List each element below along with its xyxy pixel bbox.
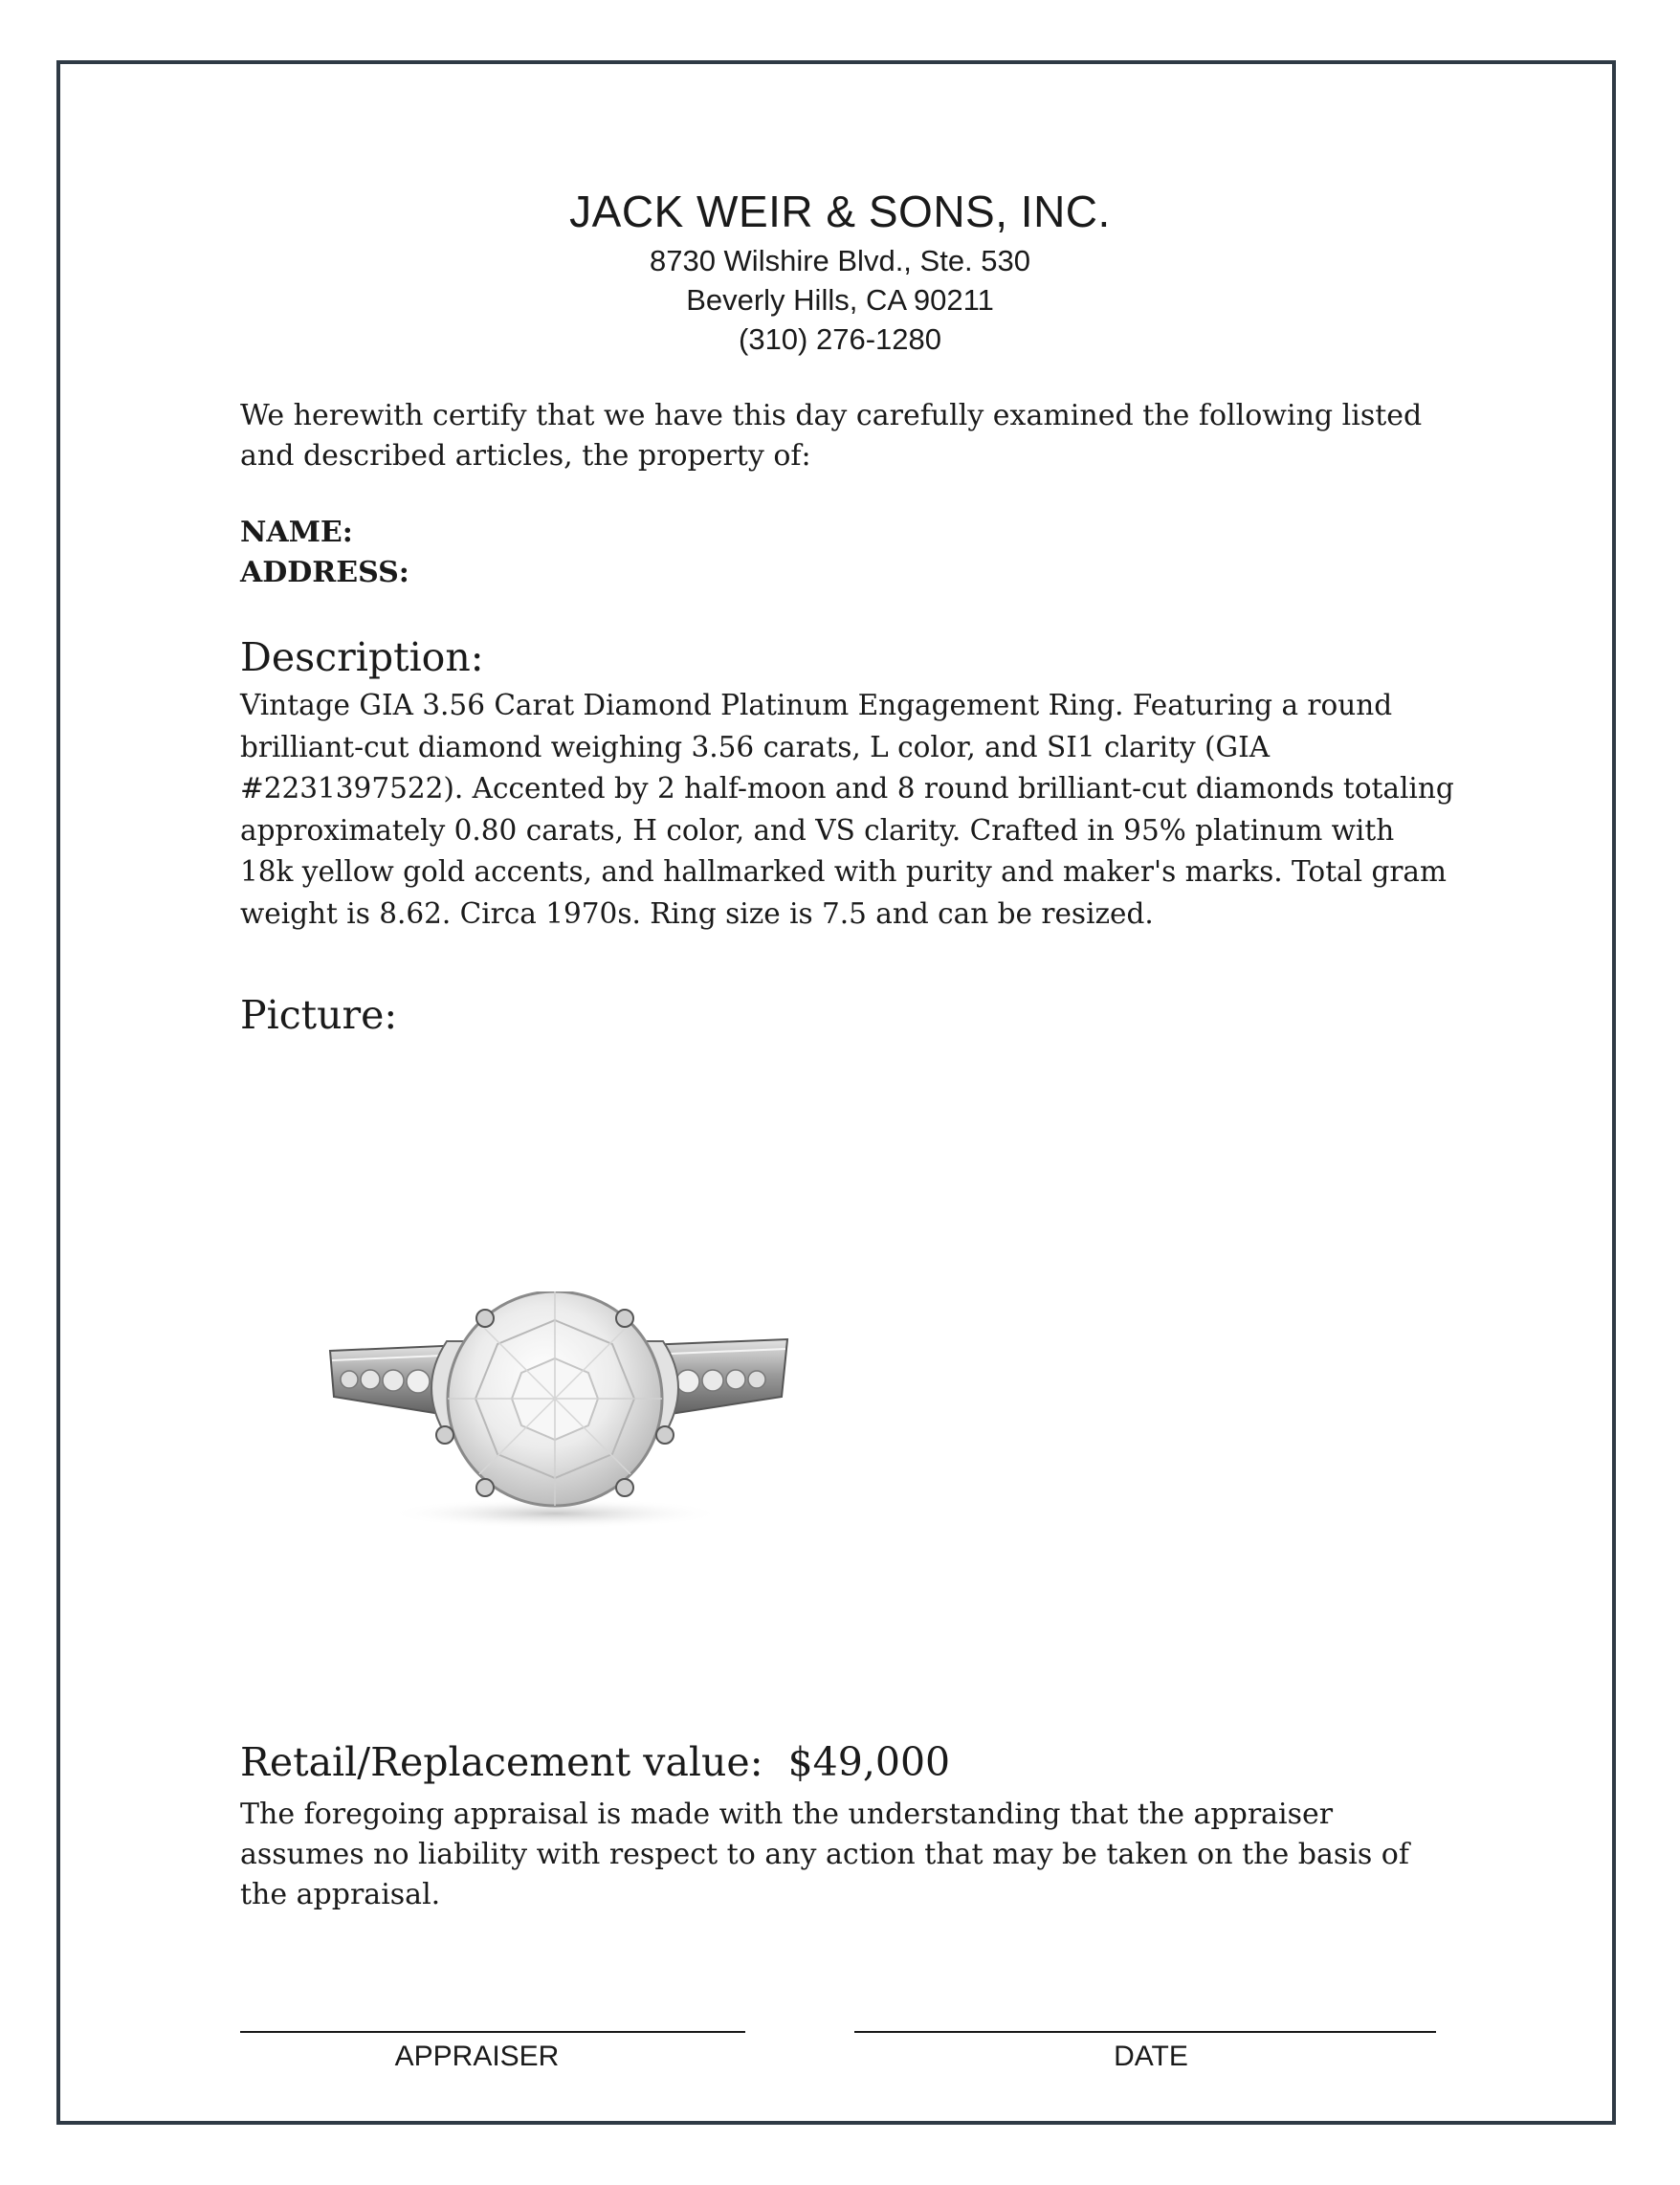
description-body: Vintage GIA 3.56 Carat Diamond Platinum Engagement Ring. Featuring a round brilliant-cut diamond weighing 3.56 carats, L color, and SI1 clarity (GIA #2231397522). Accented by 2 half-moon and 8 round brilliant-cut diamonds totaling approximately 0.80 carats, H color, and VS clarity. Crafted in 95% platinum with 18k yellow gold accents, and hallmarked with purity and maker's marks. Total gram weight is 8.62. Circa 1970s. Ring size is 7.5 and can be resized.	[240, 689, 1454, 930]
certification-statement: We herewith certify that we have this day carefully examined the following listed and described articles, the property of:	[240, 399, 1423, 473]
retail-value	[240, 1736, 1455, 1788]
picture-heading: Picture:	[240, 992, 398, 1038]
address-line-1: 8730 Wilshire Blvd., Ste. 530	[649, 244, 1031, 277]
address-line-2: Beverly Hills, CA 90211	[686, 283, 994, 317]
description-heading: Description:	[240, 634, 484, 680]
phone-number: (310) 276-1280	[739, 322, 941, 356]
name-label: NAME:	[240, 516, 353, 549]
company-name: JACK WEIR & SONS, INC.	[569, 187, 1111, 236]
owner-fields	[240, 513, 1455, 593]
letterhead	[0, 182, 1680, 359]
retail-value-label: Retail/Replacement value:	[240, 1739, 763, 1785]
date-label: DATE	[1114, 2041, 1188, 2072]
disclaimer: The foregoing appraisal is made with the understanding that the appraiser assumes no liability with respect to any action that may be taken on the basis of the appraisal.	[240, 1798, 1409, 1911]
appraiser-label: APPRAISER	[394, 2041, 560, 2072]
date-signature-line	[854, 2031, 1436, 2033]
ring-photo	[321, 1291, 818, 1540]
appraiser-signature-line	[240, 2031, 745, 2033]
retail-value-amount: $49,000	[787, 1739, 951, 1785]
address-label: ADDRESS:	[240, 556, 409, 589]
